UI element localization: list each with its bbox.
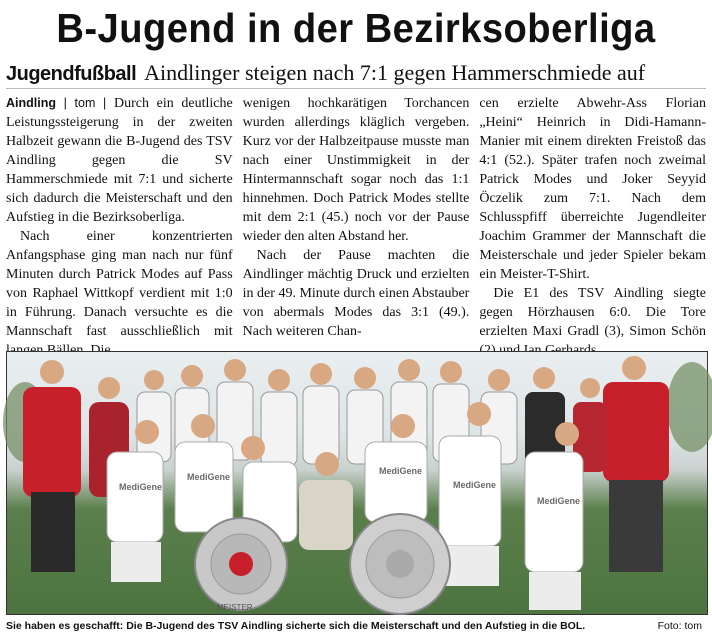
photo-credit: Foto: tom — [657, 620, 702, 632]
subheadline — [6, 58, 706, 89]
column-1 — [6, 94, 233, 342]
paragraph: cen erzielte Abwehr-Ass Florian „Heini“ Heinrich in Didi-Hamann-Manier mit einem direkten Freistoß das 4:1 (52.). Später trafen noch zweimal Patrick Modes und Joker Seyyid Öczelik zum 7:1. Nach dem Schlusspfiff überreichte Jugendleiter Joachim Grammer der Mannschaft die Meisterschale und jeder Spieler bekam ein Meister-T-Shirt. — [479, 96, 707, 282]
column-3 — [479, 94, 706, 342]
paragraph: Nach einer konzentrierten Anfangsphase ging man nach nur fünf Minuten durch Patrick Modes auf Pass von Raphael Wittkopf verdient mit 1:0 in Führung. Danach versuchte es die Mannschaft fast ausschließlich mit — [6, 229, 233, 339]
byline: | tom | — [63, 96, 107, 110]
paragraph: wenigen hochkarätigen Torchancen wurden allerdings kläglich vergeben. Kurz vor der Halbzeitpause musste man nach einer Unstimmigkeit in der Hintermannschaft sogar noch das 1:1 hinnehmen. Doch Patrick Modes stellte mit dem 2:1 (45.) noch vor der Pause wieder den alten Abstand her. — [242, 96, 470, 244]
photo-caption: Sie haben es geschafft: Die B-Jugend des TSV Aindling sicherte sich die Meisterschaft und den Aufstieg in die BOL. — [6, 620, 586, 632]
shirt-sponsor: MediGene — [119, 482, 163, 492]
deck: Aindlinger steigen nach 7:1 gegen Hammerschmiede auf — [144, 60, 646, 85]
caption-row — [6, 616, 706, 636]
paragraph: Nach der Pause machten die Aindlinger mächtig Druck und erzielten in der 49. Minute durch einen Abstauber von abermals Modes das 3:1 (49.). Nach weiteren Chan- — [242, 248, 470, 339]
shirt-sponsor: MediGene — [187, 472, 231, 482]
shirt-sponsor: MediGene — [537, 496, 581, 506]
paragraph — [6, 94, 233, 227]
paragraph-text: Durch ein deutliche Leistungssteigerung in der zweiten Halbzeit gewann die B-Jugend des TSV Aindling gegen die SV Hammerschmiede mit 7:1 und sicherte sich dadurch die Meisterschaft und den Aufstieg in die Bezirksoberliga. — [6, 96, 233, 225]
trophy-lettering: MEISTER — [217, 603, 253, 612]
column-2 — [243, 94, 470, 342]
shirt-sponsor: MediGene — [379, 466, 423, 476]
headline: B-Jugend in der Bezirksoberliga — [56, 5, 656, 51]
dateline: Aindling — [6, 96, 56, 110]
team-photo-illustration — [7, 352, 707, 614]
kicker: Jugendfußball — [6, 63, 137, 85]
team-photo — [6, 351, 708, 615]
shirt-sponsor: MediGene — [453, 480, 497, 490]
paragraph: Die E1 des TSV Aindling siegte gegen Hörzhausen 6:0. Die Tore erzielten Maxi Gradl (3), Simon Schön — [479, 286, 707, 339]
article-body — [6, 94, 706, 342]
